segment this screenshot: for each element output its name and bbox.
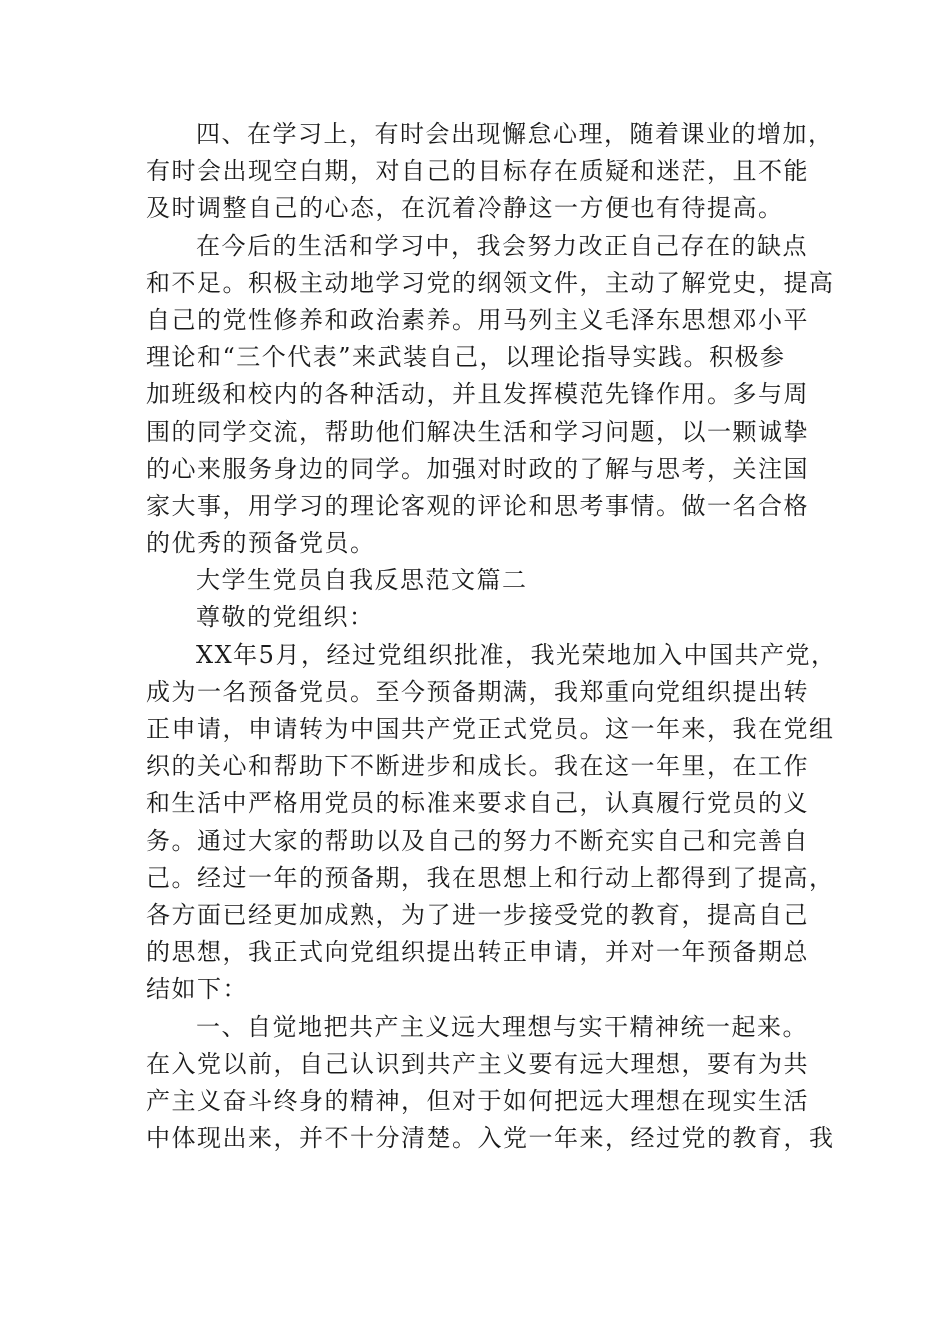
text-line: 正申请，申请转为中国共产党正式党员。这一年来，我在党组 — [146, 715, 835, 743]
text-line: 尊敬的党组织： — [196, 603, 375, 632]
text-line: 自己的党性修养和政治素养。用马列主义毛泽东思想邓小平 — [146, 305, 809, 334]
text-line: 的思想，我正式向党组织提出转正申请，并对一年预备期总 — [146, 938, 809, 967]
text-line: 和生活中严格用党员的标准来要求自己，认真履行党员的义 — [146, 789, 809, 818]
text-line: 加班级和校内的各种活动，并且发挥模范先锋作用。多与周 — [146, 380, 809, 409]
text-line: 各方面已经更加成熟，为了进一步接受党的教育，提高自己 — [146, 900, 809, 929]
text-line: 和不足。积极主动地学习党的纲领文件，主动了解党史，提高 — [146, 268, 835, 297]
text-line: 产主义奋斗终身的精神，但对于如何把远大理想在现实生活 — [146, 1086, 809, 1115]
text-line: 在今后的生活和学习中，我会努力改正自己存在的缺点 — [196, 231, 808, 260]
text-line: 的心来服务身边的同学。加强对时政的了解与思考，关注国 — [146, 454, 809, 483]
text-line: 四、在学习上，有时会出现懈怠心理，随着课业的增加， — [196, 120, 834, 148]
text-line: 大学生党员自我反思范文篇二 — [196, 566, 528, 595]
text-line: 围的同学交流，帮助他们解决生活和学习问题，以一颗诚挚 — [146, 417, 809, 446]
text-line: 织的关心和帮助下不断进步和成长。我在这一年里，在工作 — [146, 752, 809, 781]
text-line: 一、自觉地把共产主义远大理想与实干精神统一起来。 — [196, 1012, 808, 1041]
text-line: 己。经过一年的预备期，我在思想上和行动上都得到了提高， — [146, 863, 835, 892]
text-line: XX年5月，经过党组织批准，我光荣地加入中国共产党， — [196, 640, 837, 669]
text-line: 成为一名预备党员。至今预备期满，我郑重向党组织提出转 — [146, 677, 809, 706]
text-line: 家大事，用学习的理论客观的评论和思考事情。做一名合格 — [146, 491, 809, 520]
text-line: 结如下： — [146, 975, 248, 1004]
text-line: 及时调整自己的心态，在沉着冷静这一方便也有待提高。 — [146, 194, 784, 223]
text-line: 务。通过大家的帮助以及自己的努力不断充实自己和完善自 — [146, 826, 809, 855]
text-line: 的优秀的预备党员。 — [146, 529, 376, 558]
text-line: 中体现出来，并不十分清楚。入党一年来，经过党的教育，我 — [146, 1124, 835, 1153]
text-line: 在入党以前，自己认识到共产主义要有远大理想，要有为共 — [146, 1049, 809, 1078]
text-line: 有时会出现空白期，对自己的目标存在质疑和迷茫，且不能 — [146, 157, 809, 186]
text-line: 理论和“三个代表”来武装自己，以理论指导实践。积极参 — [146, 343, 786, 372]
document-body — [146, 116, 837, 1157]
